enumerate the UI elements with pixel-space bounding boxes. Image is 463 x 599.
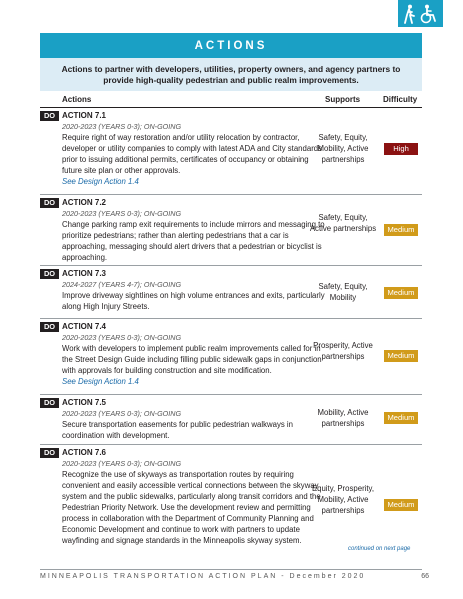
action-description: Improve driveway sightlines on high volume entrances and exits, particularly along High Injury Streets. — [62, 291, 325, 311]
action-row-7-6 — [40, 444, 422, 562]
action-timeframe: 2020-2023 (YEARS 0-3); ON-GOING — [62, 333, 182, 342]
difficulty-badge: Medium — [384, 287, 418, 299]
footer-title: MINNEAPOLIS TRANSPORTATION ACTION PLAN - December 2020 — [40, 573, 366, 580]
wheelchair-icon — [421, 4, 435, 22]
action-supports: Mobility, Active partnerships — [317, 408, 369, 428]
action-title: ACTION 7.5 — [62, 398, 107, 407]
action-supports: Safety, Equity, Mobility — [318, 282, 368, 302]
column-supports: Supports — [325, 95, 361, 104]
action-row-7-3 — [40, 265, 422, 318]
action-row-7-4 — [40, 318, 422, 394]
action-row-7-5 — [40, 394, 422, 444]
column-actions: Actions — [62, 95, 92, 104]
column-difficulty: Difficulty — [383, 95, 418, 104]
do-tag: DO — [40, 198, 59, 208]
section-intro: Actions to partner with developers, utilities, property owners, and agency partners to provide high-quality pedestrian and public realm improvements. — [40, 58, 422, 91]
page-number: 66 — [421, 573, 429, 580]
difficulty-badge: Medium — [384, 224, 418, 236]
section-title: ACTIONS — [40, 33, 422, 58]
footer-divider — [40, 569, 422, 570]
do-tag: DO — [40, 322, 59, 332]
action-description: Work with developers to implement public realm improvements called for in the Street Design Guide including filling public sidewalk gaps in conjunction with approvals for building construction and site modification. — [62, 344, 322, 375]
action-row-7-1 — [40, 108, 422, 194]
difficulty-badge: Medium — [384, 412, 418, 424]
continued-note: continued on next page — [348, 546, 411, 552]
do-tag: DO — [40, 269, 59, 279]
table-header — [40, 92, 422, 107]
do-tag: DO — [40, 111, 59, 121]
action-description: Secure transportation easements for public pedestrian walkways in coordination with development. — [62, 420, 293, 440]
action-supports: Equity, Prosperity, Mobility, Active partnerships — [311, 484, 375, 515]
action-timeframe: 2024-2027 (YEARS 4-7); ON-GOING — [62, 280, 182, 289]
action-title: ACTION 7.3 — [62, 269, 107, 278]
action-supports: Safety, Equity, Mobility, Active partnerships — [317, 133, 369, 164]
action-title: ACTION 7.1 — [62, 111, 107, 120]
design-action-link[interactable]: See Design Action 1.4 — [62, 377, 139, 386]
action-timeframe: 2020-2023 (YEARS 0-3); ON-GOING — [62, 409, 182, 418]
action-title: ACTION 7.2 — [62, 198, 107, 207]
action-timeframe: 2020-2023 (YEARS 0-3); ON-GOING — [62, 209, 182, 218]
difficulty-badge: Medium — [384, 350, 418, 362]
design-action-link[interactable]: See Design Action 1.4 — [62, 177, 139, 186]
pedestrian-icon — [403, 4, 439, 24]
action-title: ACTION 7.6 — [62, 448, 107, 457]
action-description: Change parking ramp exit requirements to include mirrors and messaging to prioritize pedestrians; rather than alerting pedestrians that a car is approaching, messaging should alert drivers that a pedestrian or bicyclist is approaching. — [62, 220, 325, 262]
action-description: Recognize the use of skyways as transportation routes by requiring convenient and easily accessible vertical connections between the skyway system and the public sidewalks, particularly along transit corridors and the Pedestrian Priority Network. Use the development review and permitting process in collaboration with the Department of Community Planning and Economic Development and continue to work with partners to update wayfinding and signage standards in the Minneapolis skyway system. — [62, 470, 321, 545]
action-row-7-2 — [40, 194, 422, 265]
do-tag: DO — [40, 448, 59, 458]
difficulty-badge: Medium — [384, 499, 418, 511]
action-title: ACTION 7.4 — [62, 322, 107, 331]
section-badge — [398, 0, 443, 27]
action-supports: Safety, Equity, Active partnerships — [309, 213, 377, 233]
difficulty-badge: High — [384, 143, 418, 155]
action-timeframe: 2020-2023 (YEARS 0-3); ON-GOING — [62, 459, 182, 468]
action-timeframe: 2020-2023 (YEARS 0-3); ON-GOING — [62, 122, 182, 131]
action-supports: Prosperity, Active partnerships — [313, 341, 373, 361]
do-tag: DO — [40, 398, 59, 408]
action-description: Require right of way restoration and/or utility relocation by contractor, developer or utility companies to comply with latest ADA and City standards prior to issuing additional permits, certificates of occupancy or obtaining future site plan or other approvals. — [62, 133, 323, 175]
